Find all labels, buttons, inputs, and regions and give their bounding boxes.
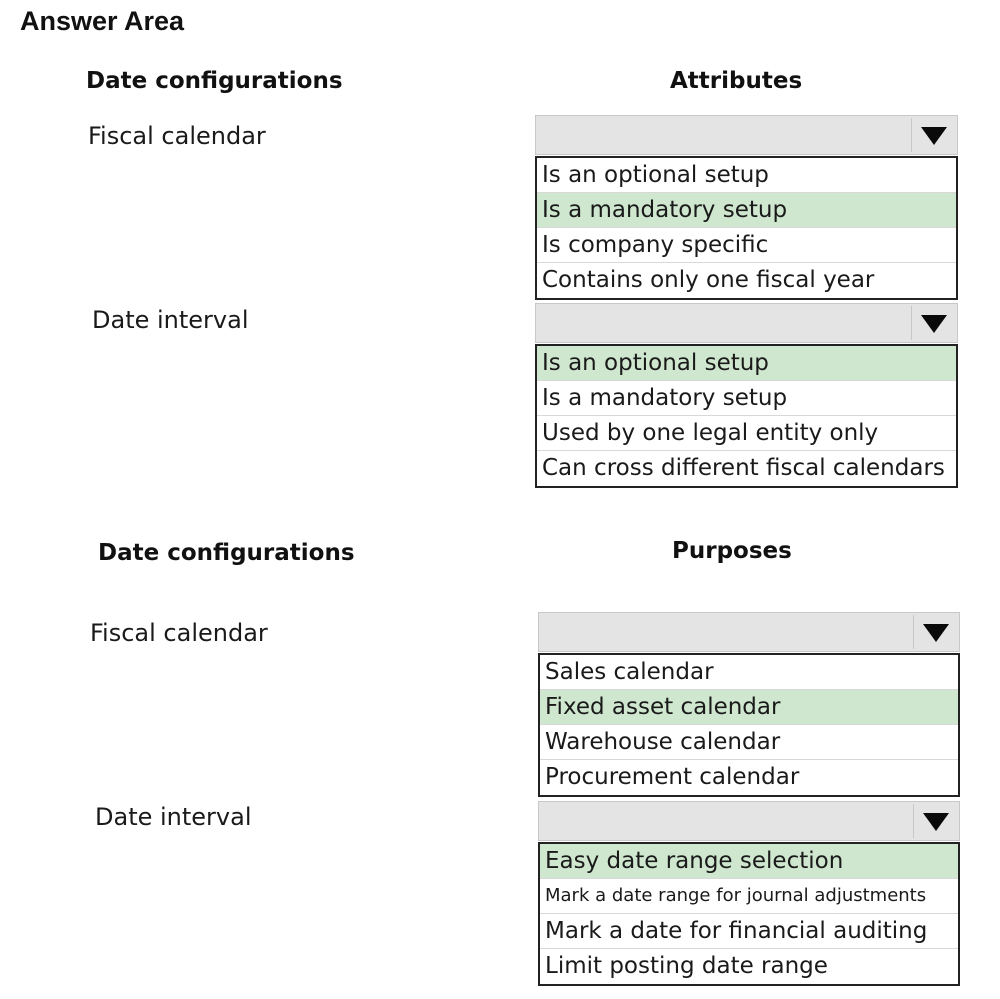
s1-row1-label: Fiscal calendar <box>88 122 266 150</box>
option-item[interactable]: Is a mandatory setup <box>537 381 956 416</box>
option-item[interactable]: Is an optional setup <box>537 158 956 193</box>
dropdown-options <box>535 156 958 300</box>
s1-row2-label: Date interval <box>92 306 249 334</box>
section1-left-header: Date configurations <box>86 68 343 94</box>
option-item-selected[interactable]: Easy date range selection <box>540 844 958 879</box>
dropdown-options <box>538 653 960 797</box>
triangle-down-icon[interactable] <box>911 306 955 340</box>
dropdown-field[interactable] <box>535 115 958 155</box>
triangle-down-icon[interactable] <box>913 804 957 838</box>
dropdown-options <box>538 842 960 986</box>
option-item[interactable]: Can cross different fiscal calendars <box>542 455 945 481</box>
s2-row1-dropdown[interactable] <box>538 612 960 797</box>
option-item[interactable]: Limit posting date range <box>545 953 828 979</box>
dropdown-field[interactable] <box>538 612 960 652</box>
dropdown-field[interactable] <box>535 303 958 343</box>
s2-row2-dropdown[interactable] <box>538 801 960 986</box>
s1-row1-dropdown[interactable] <box>535 115 958 300</box>
option-item[interactable]: Is company specific <box>537 228 956 263</box>
s1-row2-dropdown[interactable] <box>535 303 958 488</box>
option-item[interactable]: Used by one legal entity only <box>537 416 956 451</box>
triangle-down-icon[interactable] <box>911 118 955 152</box>
option-item-selected[interactable]: Is a mandatory setup <box>537 193 956 228</box>
triangle-down-icon[interactable] <box>913 615 957 649</box>
option-item[interactable]: Warehouse calendar <box>540 725 958 760</box>
s2-row2-label: Date interval <box>95 803 252 831</box>
section2-left-header: Date configurations <box>98 540 355 566</box>
option-item[interactable]: Mark a date for financial auditing <box>540 914 958 949</box>
option-item[interactable]: Procurement calendar <box>545 764 800 790</box>
section1-right-header: Attributes <box>670 68 803 94</box>
dropdown-field[interactable] <box>538 801 960 841</box>
option-item-selected[interactable]: Fixed asset calendar <box>540 690 958 725</box>
dropdown-options <box>535 344 958 488</box>
answer-area-title: Answer Area <box>20 6 185 36</box>
option-item[interactable]: Sales calendar <box>540 655 958 690</box>
option-item[interactable]: Mark a date range for journal adjustments <box>540 879 958 914</box>
option-item-selected[interactable]: Is an optional setup <box>537 346 956 381</box>
section2-right-header: Purposes <box>672 538 792 564</box>
s2-row1-label: Fiscal calendar <box>90 619 268 647</box>
option-item[interactable]: Contains only one fiscal year <box>542 267 875 293</box>
